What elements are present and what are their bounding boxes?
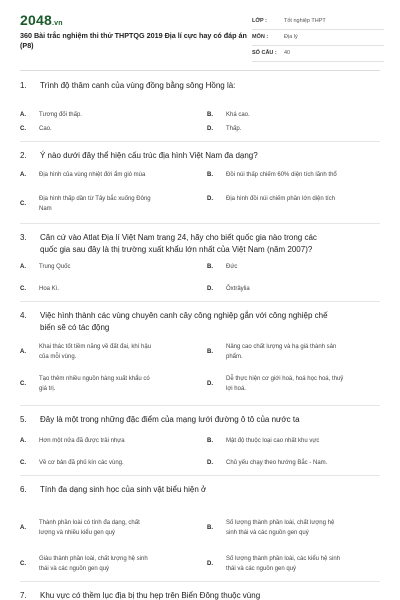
option-text [39, 518, 140, 538]
option-line: Ôxtrâylia [226, 286, 250, 292]
option-text [39, 194, 151, 214]
option-letter: D. [207, 561, 213, 567]
question-divider [20, 223, 380, 224]
site-logo[interactable] [20, 12, 63, 28]
option-line: Mật độ thuộc loại cao nhất khu vực [226, 438, 320, 444]
question-line: Khu vực có thềm lục địa bị thu hẹp trên Biển Đông thuộc vùng [40, 591, 261, 600]
exam-title: 360 Bài trắc nghiệm thi thử THPTQG 2019 Địa lí cực hay có đáp án (P8) [20, 31, 247, 50]
question-item [20, 150, 382, 212]
question-text [20, 414, 382, 426]
question-line: Đây là một trong những đặc điểm của mạng lưới đường ô tô của nước ta [40, 415, 300, 424]
meta-row-class [252, 14, 384, 30]
question-text [20, 484, 382, 496]
option-text [226, 554, 340, 574]
option-line: Trung Quốc [39, 264, 71, 270]
option-text [226, 518, 334, 538]
option-line: Hoa Kì. [39, 286, 60, 292]
option-line: Khai thác tốt tiềm năng về đất đai, khí hậu [39, 344, 152, 350]
option-text [39, 374, 150, 394]
meta-label: MÔN : [252, 34, 269, 40]
option-letter: C. [20, 381, 26, 387]
question-divider [20, 141, 380, 142]
question-item [20, 414, 382, 466]
option-text [226, 170, 337, 180]
header-divider [20, 70, 380, 71]
option-letter: B. [207, 438, 213, 444]
option-line: Tương đối thấp. [39, 112, 82, 118]
option-line: Hơn một nửa đã được trải nhựa [39, 438, 125, 444]
option-letter: B. [207, 349, 213, 355]
option-letter: D. [207, 460, 213, 466]
option-letter: B. [207, 112, 213, 118]
option-line: Số lượng thành phần loài, các kiểu hệ sinh [226, 556, 341, 562]
meta-value: 40 [284, 50, 291, 56]
option-text [39, 170, 145, 180]
question-line: quốc gia sau đây là thị trường xuất khẩu lớn nhất của Việt Nam (năm 2007)? [40, 245, 313, 254]
logo-suffix: .vn [51, 20, 63, 27]
option-letter: C. [20, 201, 26, 207]
question-item [20, 310, 382, 392]
question-text [20, 150, 382, 162]
option-letter: D. [207, 196, 213, 202]
option-line: Địa hình của vùng nhiệt đới ẩm gió mùa [39, 172, 146, 178]
option-text [39, 124, 52, 134]
question-line: Tính đa dạng sinh học của sinh vật biểu hiện ở [40, 485, 207, 494]
question-number: 6. [20, 485, 27, 494]
logo-main: 2048 [20, 12, 52, 28]
question-text [20, 232, 382, 256]
meta-label: LỚP : [252, 18, 267, 24]
option-letter: C. [20, 126, 26, 132]
option-line: Về cơ bản đã phủ kín các vùng. [39, 460, 124, 466]
option-text [226, 284, 250, 294]
option-line: Thấp. [226, 126, 242, 132]
option-letter: D. [207, 126, 213, 132]
option-letter: C. [20, 460, 26, 466]
option-letter: B. [207, 172, 213, 178]
meta-row-count [252, 46, 384, 62]
option-letter: D. [207, 381, 213, 387]
question-number: 4. [20, 311, 27, 320]
question-number: 3. [20, 233, 27, 242]
meta-value: Tốt nghiệp THPT [284, 18, 326, 24]
option-letter: A. [20, 525, 26, 531]
question-divider [20, 405, 380, 406]
header [0, 0, 400, 62]
option-text [226, 194, 335, 204]
option-text [39, 342, 151, 362]
question-item [20, 232, 382, 292]
option-line: Cao. [39, 126, 52, 132]
option-letter: B. [207, 264, 213, 270]
option-text [226, 374, 343, 394]
question-line: Ý nào dưới đây thể hiện cấu trúc địa hình Việt Nam đa dạng? [40, 151, 258, 160]
question-line: Việc hình thành các vùng chuyên canh cây công nghiệp gắn với công nghiệp chế [40, 311, 328, 320]
meta-row-subject [252, 30, 384, 46]
option-line: Địa hình thấp dần từ Tây bắc xuống Đông [39, 196, 151, 202]
question-line: Căn cứ vào Atlat Địa lí Việt Nam trang 24, hãy cho biết quốc gia nào trong các [40, 233, 317, 242]
question-text [20, 590, 382, 600]
question-item [20, 80, 382, 132]
question-number: 2. [20, 151, 27, 160]
option-text [39, 554, 148, 574]
option-line: thái và các nguồn gen quý [226, 566, 297, 572]
option-line: giá trị. [39, 386, 56, 392]
option-text [226, 124, 241, 134]
question-divider [20, 475, 380, 476]
option-line: Đức [226, 264, 238, 270]
option-line: lượng và nhiều kiểu gen quý [39, 530, 116, 536]
option-line: Nâng cao chất lượng và hạ giá thành sản [226, 344, 337, 350]
option-letter: C. [20, 561, 26, 567]
option-text [39, 284, 59, 294]
option-text [39, 110, 82, 120]
option-text [226, 110, 250, 120]
question-divider [20, 581, 380, 582]
option-text [39, 262, 70, 272]
option-text [226, 262, 237, 272]
option-line: Số lượng thành phần loài, chất lượng hệ [226, 520, 335, 526]
option-letter: A. [20, 438, 26, 444]
option-text [226, 342, 336, 362]
option-line: Chủ yếu chạy theo hướng Bắc - Nam. [226, 460, 328, 466]
option-line: Giàu thành phần loài, chất lượng hệ sinh [39, 556, 148, 562]
question-line: Trình độ thâm canh của vùng đồng bằng sông Hồng là: [40, 81, 236, 90]
option-text [226, 458, 327, 468]
exam-meta [252, 14, 384, 62]
meta-value: Địa lý [284, 34, 298, 40]
question-line: biến sẽ có tác động [40, 323, 110, 332]
option-line: Khá cao. [226, 112, 250, 118]
option-line: sinh thái và các nguồn gen quý [226, 530, 309, 536]
option-line: lợi hoá. [226, 386, 246, 392]
option-line: Tạo thêm nhiều nguồn hàng xuất khẩu có [39, 376, 150, 382]
meta-label: SỐ CÂU : [252, 50, 277, 56]
question-item [20, 484, 382, 572]
option-line: của mỗi vùng. [39, 354, 77, 360]
option-line: thái và các nguồn gen quý [39, 566, 110, 572]
option-text [39, 436, 125, 446]
question-number: 7. [20, 591, 27, 600]
option-line: Địa hình đồi núi chiếm phần lớn diện tích [226, 196, 336, 202]
option-line: Dễ thực hiện cơ giới hoá, hoá học hoá, thuỷ [226, 376, 344, 382]
question-text [20, 80, 382, 92]
option-letter: A. [20, 112, 26, 118]
question-text [20, 310, 382, 334]
option-letter: A. [20, 264, 26, 270]
option-letter: A. [20, 172, 26, 178]
option-letter: D. [207, 286, 213, 292]
option-letter: C. [20, 286, 26, 292]
question-number: 5. [20, 415, 27, 424]
question-number: 1. [20, 81, 27, 90]
option-line: Đồi núi thấp chiếm 60% diện tích lãnh thổ [226, 172, 337, 178]
option-letter: B. [207, 525, 213, 531]
option-letter: A. [20, 349, 26, 355]
option-line: phẩm. [226, 354, 243, 360]
option-line: Thành phần loài có tính đa dạng, chất [39, 520, 140, 526]
question-divider [20, 301, 380, 302]
option-line: Nam [39, 206, 52, 212]
option-text [226, 436, 319, 446]
option-text [39, 458, 124, 468]
question-item [20, 590, 382, 600]
